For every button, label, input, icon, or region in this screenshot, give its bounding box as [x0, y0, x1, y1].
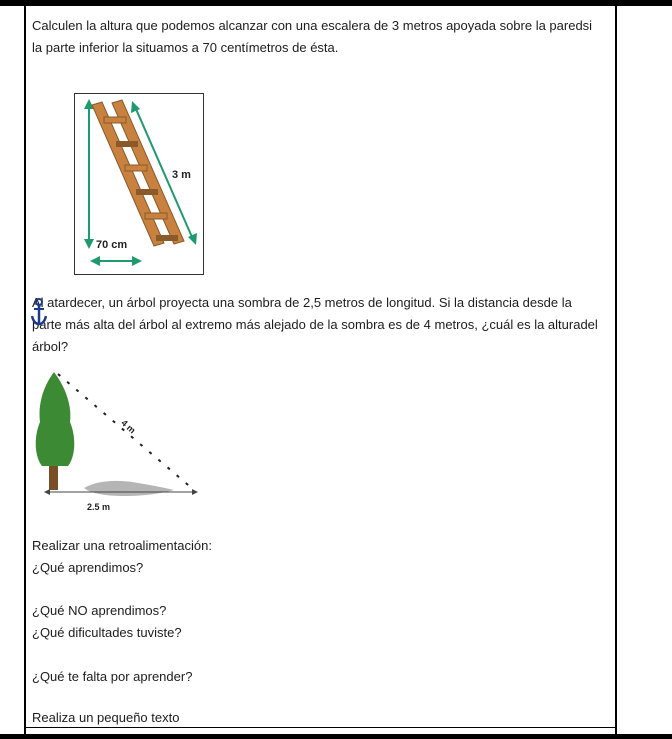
- feedback-question-2: ¿Qué NO aprendimos?: [32, 603, 167, 618]
- tree-figure: [32, 366, 207, 516]
- feedback-task: Realiza un pequeño texto: [32, 710, 180, 725]
- anchor-icon: [31, 298, 47, 326]
- problem1-line1: Calculen la altura que podemos alcanzar con una escalera de 3 metros apoyada sobre la paredsi: [32, 18, 593, 33]
- feedback-question-1: ¿Qué aprendimos?: [32, 560, 144, 575]
- top-border: [0, 0, 672, 6]
- hypotenuse-label: 4 m: [119, 417, 138, 436]
- ladder-length-label: 3 m: [172, 169, 191, 181]
- tree-crown: [36, 372, 75, 466]
- problem1-line2: la parte inferior la situamos a 70 centímetros de ésta.: [32, 40, 339, 55]
- ladder-figure: [74, 93, 204, 275]
- right-border: [615, 6, 617, 734]
- arrow-right-icon: [192, 489, 198, 495]
- table-rule: [24, 727, 617, 728]
- shadow-length-label: 2.5 m: [87, 502, 111, 512]
- ladder-base-label: 70 cm: [96, 239, 128, 251]
- problem2-line1: Al atardecer, un árbol proyecta una sombra de 2,5 metros de longitud. Si la distancia desde la: [32, 295, 572, 310]
- ladder-figure-frame: [75, 94, 204, 275]
- bottom-border: [0, 734, 672, 739]
- problem2-line2: parte más alta del árbol al extremo más alejado de la sombra es de 4 metros, ¿cuál es la alturadel: [32, 317, 598, 332]
- left-border: [24, 6, 26, 734]
- arrow-left-icon: [44, 489, 50, 495]
- feedback-question-3: ¿Qué dificultades tuviste?: [32, 625, 182, 640]
- hypotenuse-line: [58, 374, 194, 490]
- tree-trunk: [49, 466, 58, 490]
- problem2-line3: árbol?: [32, 339, 69, 354]
- feedback-title: Realizar una retroalimentación:: [32, 538, 212, 553]
- feedback-question-4: ¿Qué te falta por aprender?: [32, 669, 193, 684]
- tree-shadow: [84, 481, 174, 496]
